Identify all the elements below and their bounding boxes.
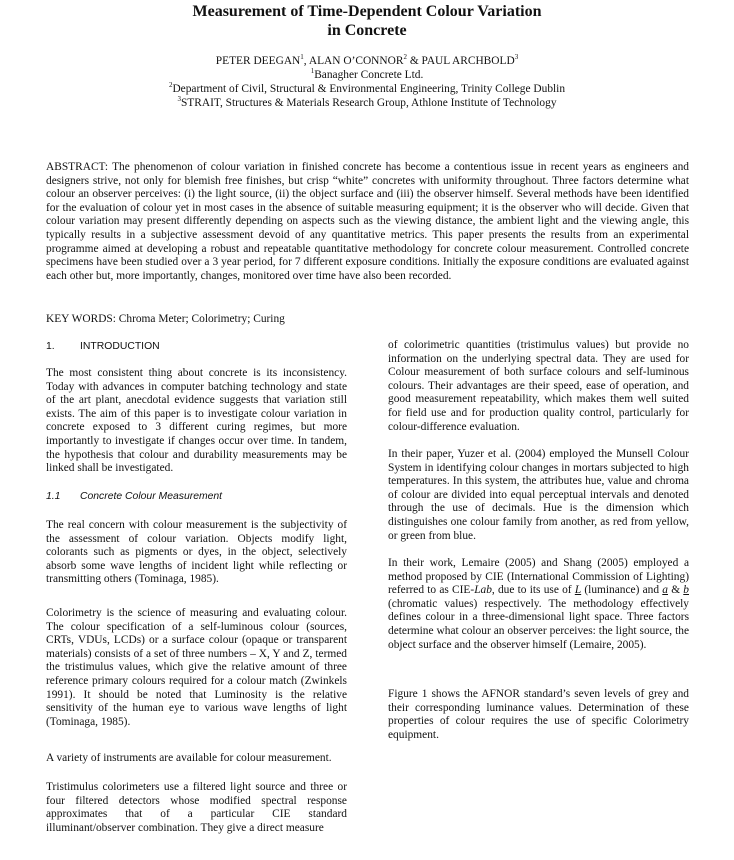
paragraph-yuzer: In their paper, Yuzer et al. (2004) employed the Munsell Colour System in identifying colour changes in mortars subjected to high temperatures. In this system, the attributes hue, value and chroma of colour are divided into equal perceptual intervals and denoted through the use of decimals. Hue is the dimension which distinguishes one colour family from another, as red from yellow, or green from blue.	[388, 448, 689, 542]
lemaire-text: (chromatic values) respectively. The methodology effectively defines colour in a three-dimensional light space. Three factors determine what colour an observer perceives: the light source, the object surface and the observer himself (Lemaire, 2005).	[388, 597, 689, 651]
paragraph-introduction: The most consistent thing about concrete is its inconsistency. Today with advances in computer batching technology and state of the art plant, anecdotal evidence suggests that variation still exists. The aim of this paper is to investigate colour variation in concrete exposed to 3 different curing regimes, but more importantly to investigate if changes occur over time. In tandem, the hypothesis that colour and durability measurements may be linked shall be investigated.	[46, 367, 347, 475]
paper-title-line2: in Concrete	[327, 22, 407, 39]
affiliation-2	[0, 83, 734, 96]
paragraph-instruments: A variety of instruments are available for colour measurement.	[46, 752, 332, 764]
section-1-1-title: Concrete Colour Measurement	[80, 491, 223, 502]
section-1-number: 1.	[46, 341, 55, 352]
lemaire-text: , due to its use of	[491, 584, 575, 597]
affiliation-1	[0, 69, 734, 82]
paragraph-figure-1: Figure 1 shows the AFNOR standard’s seven levels of grey and their corresponding luminance values. Determination of these properties of colour requires the use of specific Colorimetry equipment.	[388, 688, 689, 741]
affiliation-1-text: Banagher Concrete Ltd.	[314, 69, 424, 81]
author-3: PAUL ARCHBOLD	[421, 55, 515, 67]
paragraph-colorimeter-continued: of colorimetric quantities (tristimulus values) but provide no information on the underlying spectral data. They are used for Colour measurement of both surface colours and self-luminous colours. Their advantages are their speed, ease of operation, and good measurement repeatability, which makes them well suited for field use and for production quality control, particularly for colour-difference evaluation.	[388, 339, 689, 433]
paragraph-lemaire	[388, 557, 689, 652]
lemaire-a-term: a	[662, 584, 668, 597]
affiliation-2-sup: 2	[168, 81, 173, 90]
affiliation-1-sup: 1	[310, 67, 315, 76]
lemaire-l-term: L	[574, 584, 582, 597]
author-1: PETER DEEGAN	[215, 55, 301, 67]
paragraph-tristimulus: Tristimulus colorimeters use a filtered light source and three or four filtered detectors whose modified spectral response approximates that of a particular CIE standard illuminant/observer combination. They give a direct measure	[46, 781, 347, 834]
section-1-1-number: 1.1	[46, 491, 61, 502]
author-3-sup: 3	[514, 53, 519, 62]
lemaire-lab-term: Lab	[474, 584, 492, 597]
affiliation-2-text: Department of Civil, Structural & Environmental Engineering, Trinity College Dublin	[172, 83, 566, 95]
paragraph-measurement-concern: The real concern with colour measurement is the subjectivity of the assessment of colour variation. Objects modify light, colorants such as pigments or dyes, in the object, selectively absorb some wave lengths of incident light while reflecting or transmitting others (Tominaga, 1985).	[46, 519, 347, 586]
author-list	[0, 55, 734, 68]
section-1-1-heading	[46, 491, 222, 502]
abstract: ABSTRACT: The phenomenon of colour variation in finished concrete has become a contentious issue in recent years as engineers and designers strive, not only for blemish free finishes, but crisp “white” concretes with uniformity throughout. Three factors determine what colour an observer perceives: (i) the light source, (ii) the object surface and (iii) the observer himself. Several methods have been identified for the evaluation of colour yet in most cases in the absence of suitable measuring equipment; it is the observer who will decide. Given that colour variation may present differently depending on aspects such as the viewing distance, the ambient light and the viewing angle, this typically results in a subjective assessment devoid of any quantitative metrics. This paper presents the results from an experimental programme aimed at developing a robust and repeatable quantitative methodology for concrete colour measurement. Controlled concrete specimens have been studied over a 3 year period, for 7 different exposure conditions. Initially the exposure conditions are evaluated against each other but, more importantly, changes, monitored over time have also been recorded.	[46, 161, 689, 282]
section-1-heading	[46, 341, 160, 352]
affiliation-3-sup: 3	[177, 95, 181, 104]
author-1-sup: 1	[300, 53, 304, 62]
lemaire-b-term: b	[683, 584, 689, 597]
affiliation-3-text: STRAIT, Structures & Materials Research Group, Athlone Institute of Technology	[180, 97, 557, 109]
keywords: KEY WORDS: Chroma Meter; Colorimetry; Curing	[46, 313, 285, 325]
author-separator: &	[406, 55, 422, 67]
paper-title-line1: Measurement of Time-Dependent Colour Variation	[192, 3, 542, 20]
lemaire-text: (luminance) and	[581, 584, 663, 597]
affiliation-3	[0, 97, 734, 110]
lemaire-text: &	[667, 584, 684, 597]
author-2: ALAN O’CONNOR	[308, 55, 404, 67]
paragraph-colorimetry: Colorimetry is the science of measuring and evaluating colour. The colour specification of a self-luminous colour (sources, CRTs, VDUs, LCDs) or a surface colour (opaque or transparent materials) consists of a set of three numbers – X, Y and Z, termed the tristimulus values, which give the relative amount of three reference primary colours required for a colour match (Zwinkels 1991). It should be noted that Luminosity is the relative sensitivity of the human eye to various wave lengths of light (Tominaga, 1985).	[46, 607, 347, 728]
section-1-title: INTRODUCTION	[80, 341, 160, 352]
author-2-sup: 2	[403, 53, 407, 62]
author-separator: ,	[303, 55, 309, 67]
lemaire-text: In their work, Lemaire (2005) and Shang (2005) employed a method proposed by CIE (International Commission of Lighting) referred to as CIE-	[388, 557, 689, 597]
